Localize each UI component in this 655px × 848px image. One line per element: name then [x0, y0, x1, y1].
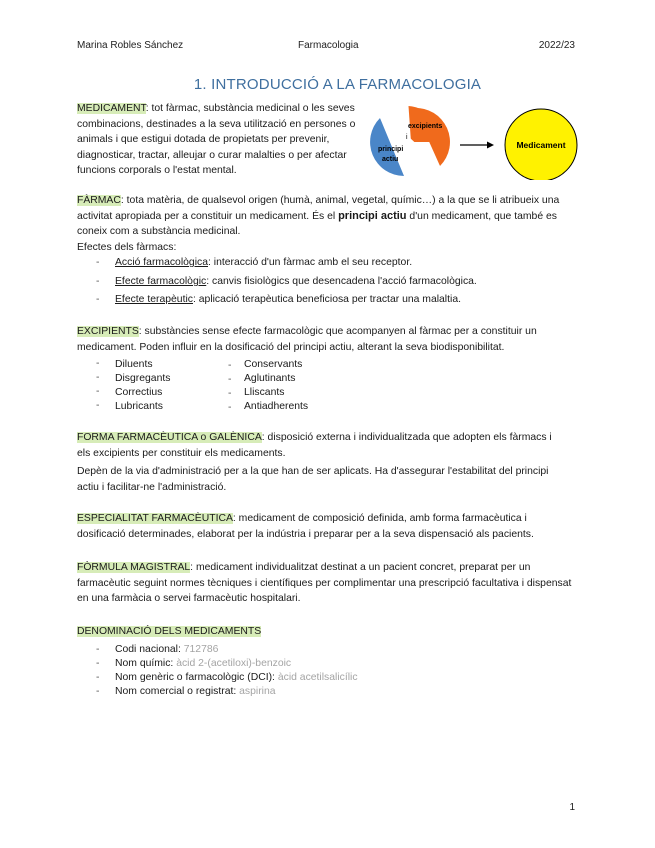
effect-item: Acció farmacològica: interacció d'un fàrmac amb el seu receptor. — [115, 257, 413, 268]
page-title: 1. INTRODUCCIÓ A LA FARMACOLOGIA — [193, 76, 482, 93]
effects-label: Efectes dels fàrmacs: — [77, 241, 177, 253]
list-item: Nom genèric o farmacològic (DCI): àcid acetilsalicílic — [115, 672, 358, 683]
especialitat-term: ESPECIALITAT FARMACÈUTICA — [77, 513, 233, 524]
forma-paragraph: FORMA FARMACÈUTICA o GALÈNICA: disposició externa i individualitzada que adopten els fàrmacs i els excipients per constituir els medicaments. Depèn de la via d'administració per a la que han de ser aplicats. Ha d'assegurar l'estabilitat del principi actiu i facilitar-ne l'administració. — [77, 432, 552, 493]
farmac-paragraph: FÀRMAC: tota matèria, de qualsevol origen (humà, animal, vegetal, químic…) a la que se li atribueix una activitat apropiada per a constituir un medicament. És el principi actiu d'un medicament, que també es coneix com a substància medicinal. Efectes dels fàrmacs: — [77, 193, 578, 255]
list-item: Lubricants — [115, 401, 163, 412]
medicament-diagram — [370, 106, 585, 180]
actiu-label: actiu — [382, 156, 399, 163]
svg-text:i: i — [406, 134, 408, 141]
especialitat-paragraph: ESPECIALITAT FARMACÈUTICA: medicament de composició definida, amb forma farmacèutica i dosificació determinades, elaborat per la indústria i preparar per a la seva dispensació als pacients. — [77, 513, 534, 540]
header-year: 2022/23 — [538, 40, 575, 51]
header-author: Marina Robles Sánchez — [77, 40, 184, 51]
medicament-circle — [505, 109, 577, 180]
list-item: Diluents — [115, 359, 153, 370]
medicament-label: Medicament — [516, 140, 566, 150]
excipients-term: EXCIPIENTS — [77, 326, 139, 337]
effect-item: Efecte terapèutic: aplicació terapèutica beneficiosa per tractar una malaltia. — [115, 294, 461, 305]
medicament-paragraph: MEDICAMENT: tot fàrmac, substància medicinal o les seves combinacions, destinades a la seva utilització en persones o animals i que estigui dotada de propietats per prevenir, diagnosticar, tractar, alleujar o curar malalties o per afectar funcions corporals o l'estat mental. — [77, 103, 356, 176]
effect-item: Efecte farmacològic: canvis fisiològics que desencadena l'acció farmacològica. — [115, 276, 477, 287]
medicament-term: MEDICAMENT — [77, 103, 146, 114]
list-item: Nom químic: àcid 2-(acetiloxi)-benzoic — [115, 658, 292, 669]
formula-paragraph: FÒRMULA MAGISTRAL: medicament individualitzat destinat a un pacient concret, preparat per un farmacèutic seguint normes tècniques i científiques per complimentar una prescripció facultativa i dispensat en una farmàcia o servei farmacèutic hospitalari. — [77, 562, 572, 604]
header-subject: Farmacologia — [298, 40, 359, 51]
farmac-term: FÀRMAC — [77, 195, 121, 206]
principi-label: principi — [378, 146, 404, 153]
page-number: 1 — [569, 802, 575, 813]
ingredients-circle — [370, 106, 450, 176]
list-item: Nom comercial o registrat: aspirina — [115, 686, 276, 697]
list-item: Disgregants — [115, 373, 171, 384]
forma-term: FORMA FARMACÈUTICA o GALÈNICA — [77, 432, 262, 443]
formula-term: FÒRMULA MAGISTRAL — [77, 562, 191, 573]
list-item: Codi nacional: 712786 — [115, 644, 219, 655]
excipients-label: excipients — [408, 123, 443, 130]
list-item: Correctius — [115, 387, 163, 398]
list-item: Conservants — [244, 359, 303, 370]
arrow — [460, 142, 494, 149]
denominacio-heading: DENOMINACIÓ DELS MEDICAMENTS — [77, 626, 262, 637]
list-item: Lliscants — [244, 387, 285, 398]
list-item: Aglutinants — [244, 373, 296, 384]
excipients-paragraph: EXCIPIENTS: substàncies sense efecte farmacològic que acompanyen al fàrmac per a constituir un medicament. Poden influir en la dosificació del principi actiu, alterant la seva biodisponibilitat. — [77, 326, 537, 353]
list-item: Antiadherents — [244, 401, 309, 412]
